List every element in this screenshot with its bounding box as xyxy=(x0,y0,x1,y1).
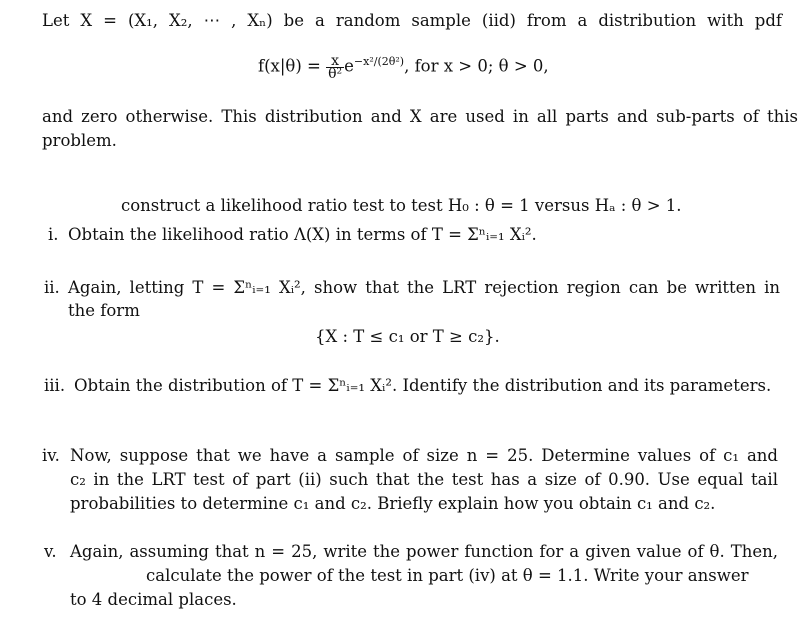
intro-line-3: problem. xyxy=(42,131,117,150)
part-iv-label: iv. xyxy=(42,446,60,465)
pdf-fraction-denominator: θ² xyxy=(328,65,343,82)
pdf-lhs: f(x|θ) = xyxy=(258,56,321,76)
task-statement: construct a likelihood ratio test to test H₀ : θ = 1 versus Hₐ : θ > 1. xyxy=(121,196,682,215)
part-i-label: i. xyxy=(48,225,59,244)
part-v-text-2: calculate the power of the test in part (iv) at θ = 1.1. Write your answer xyxy=(146,566,749,585)
part-iv-text-1: Now, suppose that we have a sample of size n = 25. Determine values of c₁ and xyxy=(70,446,778,465)
pdf-condition: , for x > 0; θ > 0, xyxy=(404,56,549,76)
part-ii-text-2: the form xyxy=(68,301,140,320)
part-iii-text: Obtain the distribution of T = Σⁿᵢ₌₁ Xᵢ². Identify the distribution and its parameters. xyxy=(74,376,772,395)
pdf-equation xyxy=(258,52,549,86)
part-ii-rejection-region: {X : T ≤ c₁ or T ≥ c₂}. xyxy=(315,327,500,346)
pdf-exponent: −x²/(2θ²) xyxy=(353,55,405,68)
intro-line-1: Let X = (X₁, X₂, ⋯ , Xₙ) be a random sample (iid) from a distribution with pdf xyxy=(42,11,782,30)
part-iv-text-2: c₂ in the LRT test of part (ii) such that the test has a size of 0.90. Use equal tail xyxy=(70,470,778,489)
pdf-fraction-numerator: x xyxy=(326,55,344,68)
intro-line-2: and zero otherwise. This distribution and X are used in all parts and sub-parts of this xyxy=(42,107,798,126)
part-v-label: v. xyxy=(44,542,57,561)
part-iv-text-3: probabilities to determine c₁ and c₂. Briefly explain how you obtain c₁ and c₂. xyxy=(70,494,716,513)
pdf-exponential: e xyxy=(344,56,354,76)
part-iii-label: iii. xyxy=(44,376,66,395)
part-ii-label: ii. xyxy=(44,278,60,297)
part-i-text: Obtain the likelihood ratio Λ(X) in terms of T = Σⁿᵢ₌₁ Xᵢ². xyxy=(68,225,537,244)
part-v-text-1: Again, assuming that n = 25, write the power function for a given value of θ. Then, xyxy=(70,542,778,561)
pdf-fraction xyxy=(326,52,344,82)
part-ii-text-1: Again, letting T = Σⁿᵢ₌₁ Xᵢ², show that the LRT rejection region can be written in xyxy=(68,278,780,297)
part-v-text-3: to 4 decimal places. xyxy=(70,590,237,609)
